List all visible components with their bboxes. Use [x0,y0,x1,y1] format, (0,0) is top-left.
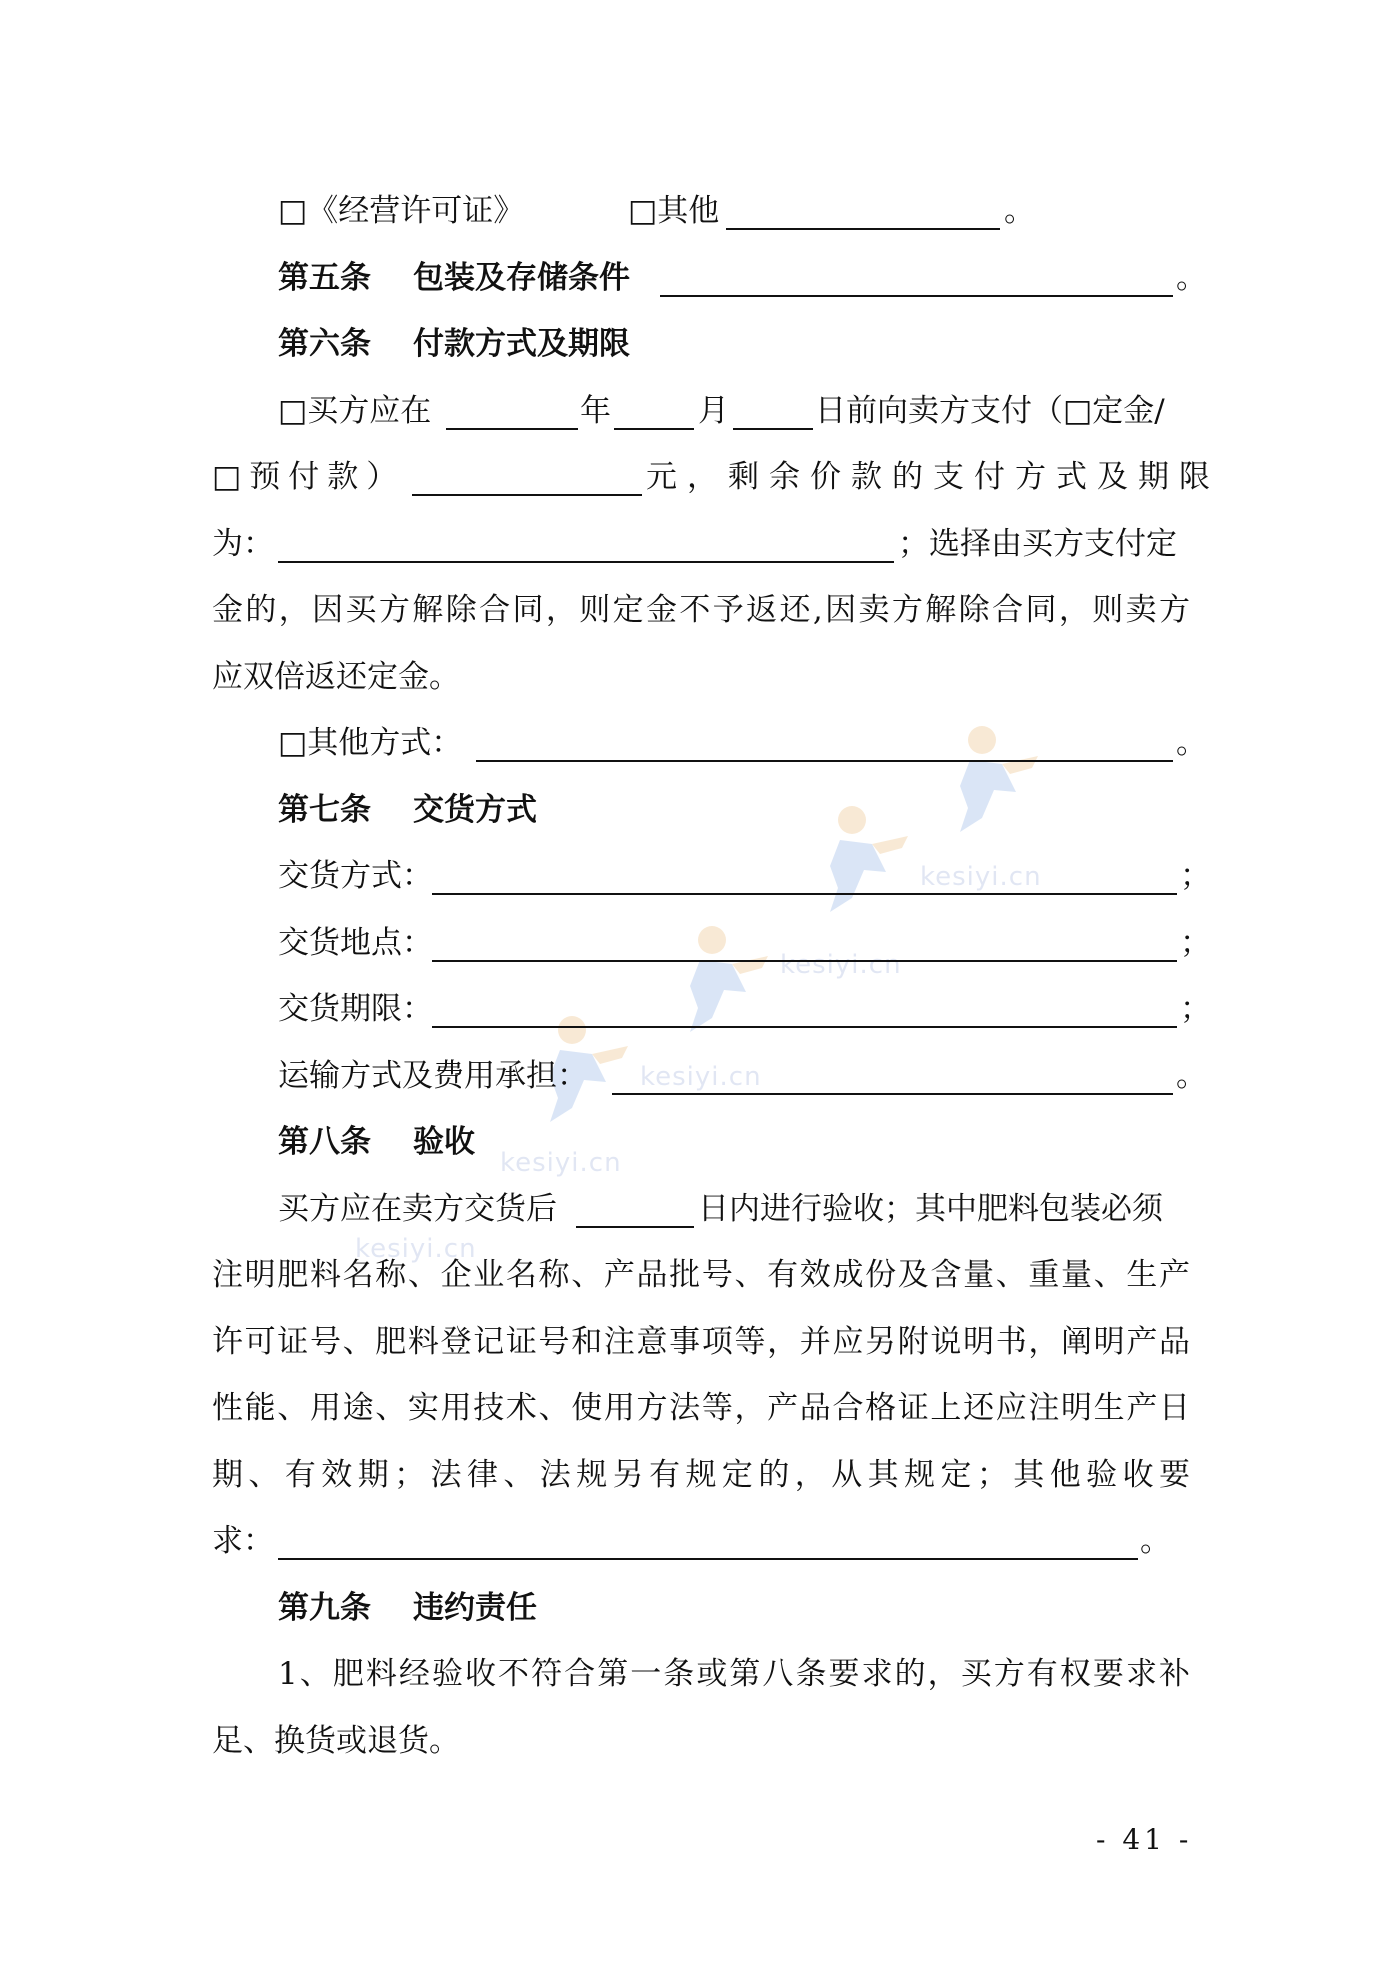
article-title: 付款方式及期限 [413,326,630,362]
article-6-heading [0,316,1400,372]
option-buyer-pay: □买方应在 [278,393,432,429]
paragraph-line [0,1314,1400,1370]
blank-inspection-days[interactable] [576,1226,694,1228]
blank-amount[interactable] [412,494,642,496]
watermark-text: kesiyi.cn [780,950,902,980]
article-title: 验收 [413,1124,475,1160]
blank-delivery-deadline[interactable] [432,1026,1177,1028]
punct: ； [1180,991,1211,1027]
blank-other-method[interactable] [476,760,1173,762]
paragraph-line [0,1380,1400,1436]
punct: 。 [1004,193,1035,229]
watermark-text: kesiyi.cn [640,1062,762,1092]
inspection-clause-text: 性能、用途、实用技术、使用方法等，产品合格证上还应注明生产日 [212,1390,1190,1426]
blank-month[interactable] [614,428,694,430]
blank-other-requirements[interactable] [278,1558,1138,1560]
blank-delivery-method[interactable] [432,893,1177,895]
deposit-text: ；选择由买方支付定 [898,526,1177,562]
blank-day[interactable] [733,428,813,430]
punct: 。 [1140,1523,1171,1559]
blank-packaging-storage[interactable] [660,295,1173,297]
option-business-license: □《经营许可证》 [278,193,525,229]
punct: 。 [1176,1058,1207,1094]
blank-year[interactable] [446,428,578,430]
line-delivery-deadline [0,981,1400,1037]
deposit-clause-text: 金的，因买方解除合同，则定金不予返还,因卖方解除合同，则卖方 [212,592,1190,628]
label-delivery-deadline: 交货期限： [278,991,433,1027]
label-transport: 运输方式及费用承担： [278,1058,588,1094]
paragraph-line [0,1646,1400,1702]
paragraph-line [0,649,1400,705]
line-remaining-method [0,516,1400,572]
paragraph-line [0,1247,1400,1303]
line-other-method [0,715,1400,771]
article-9-heading [0,1580,1400,1636]
deposit-clause-end: 应双倍返还定金。 [212,659,460,695]
article-title: 违约责任 [413,1590,537,1626]
paragraph-line [0,582,1400,638]
article-8-heading [0,1114,1400,1170]
label-delivery-place: 交货地点： [278,925,433,961]
punct: 。 [1176,260,1207,296]
article-title: 包装及存储条件 [413,260,630,296]
inspection-clause-text: 注明肥料名称、企业名称、产品批号、有效成份及含量、重量、生产 [212,1257,1190,1293]
liability-clause-end: 足、换货或退货。 [212,1723,460,1759]
blank-transport[interactable] [612,1093,1173,1095]
watermark-text: kesiyi.cn [500,1148,622,1178]
option-other: □其他 [628,193,720,229]
article-number: 第七条 [278,792,371,828]
option-prepayment: □预付款） [212,459,406,495]
line-prepayment [0,449,1400,505]
inspection-text: 买方应在卖方交货后 [278,1191,557,1227]
paragraph-line [0,1447,1400,1503]
inspection-text-cont: 日内进行验收；其中肥料包装必须 [698,1191,1163,1227]
payment-text: 日前向卖方支付（□定金/ [815,393,1165,429]
blank-remaining-method[interactable] [278,561,894,563]
article-title: 交货方式 [413,792,537,828]
label-month: 月 [698,393,729,429]
option-other-method: □其他方式： [278,725,463,761]
article-5-heading [0,250,1400,306]
blank-other-license[interactable] [726,228,1000,230]
paragraph-line [0,1713,1400,1769]
label-requirements: 求： [212,1523,274,1559]
punct: 。 [1176,725,1207,761]
label-delivery-method: 交货方式： [278,858,433,894]
label-year: 年 [580,393,611,429]
article-number: 第八条 [278,1124,371,1160]
inspection-clause-text: 许可证号、肥料登记证号和注意事项等，并应另附说明书，阐明产品 [212,1324,1190,1360]
article-7-heading [0,782,1400,838]
remaining-text: 元，剩余价款的支付方式及期限 [646,459,1220,495]
article-number: 第六条 [278,326,371,362]
page-number-row [0,1812,1400,1868]
line-other-requirements [0,1513,1400,1569]
watermark-text: kesiyi.cn [920,862,1042,892]
line-inspection [0,1181,1400,1237]
liability-clause-text: 1、肥料经验收不符合第一条或第八条要求的，买方有权要求补 [278,1656,1190,1692]
inspection-clause-text: 期、有效期；法律、法规另有规定的，从其规定；其他验收要 [212,1457,1190,1493]
line-payment-date [0,383,1400,439]
line-delivery-method [0,848,1400,904]
line-transport [0,1048,1400,1104]
blank-delivery-place[interactable] [432,960,1177,962]
article-number: 第九条 [278,1590,371,1626]
watermark-text: kesiyi.cn [355,1234,477,1264]
line-license [0,183,1400,239]
line-delivery-place [0,915,1400,971]
punct: ； [1180,925,1211,961]
page-number: - 41 - [1096,1823,1193,1856]
article-number: 第五条 [278,260,371,296]
punct: ； [1180,858,1211,894]
label-as: 为： [212,526,274,562]
